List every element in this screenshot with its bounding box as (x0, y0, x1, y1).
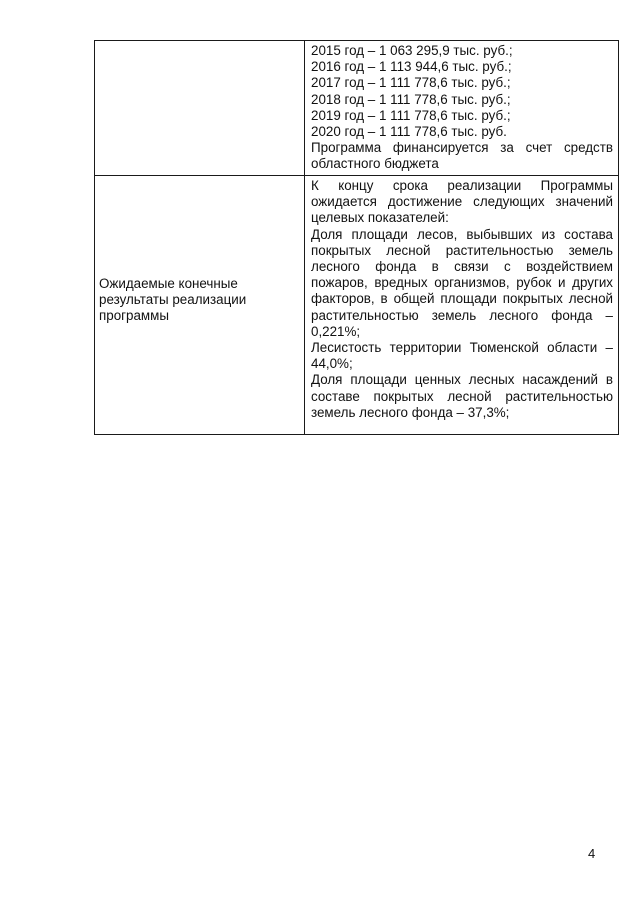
funding-source-note: Программа финансируется за счет средств областного бюджета (311, 140, 613, 172)
page-number: 4 (588, 846, 596, 861)
funding-values-cell (305, 41, 619, 176)
funding-year-2017: 2017 год – 1 111 778,6 тыс. руб.; (311, 75, 511, 91)
funding-year-2018: 2018 год – 1 111 778,6 тыс. руб.; (311, 91, 511, 107)
results-values-cell (305, 176, 619, 435)
results-intro: К концу срока реализации Программы ожидается достижение следующих значений целевых показателей: (311, 178, 613, 226)
funding-row (95, 41, 619, 176)
results-label-cell: Ожидаемые конечные результаты реализации программы (95, 176, 305, 435)
indicator-forest-cover: Лесистость территории Тюменской области – 44,0%; (311, 340, 613, 372)
funding-year-2016: 2016 год – 1 113 944,6 тыс. руб.; (311, 59, 512, 75)
funding-year-2020: 2020 год – 1 111 778,6 тыс. руб. (311, 124, 507, 140)
funding-label-cell (95, 41, 305, 176)
results-row (95, 176, 619, 435)
funding-year-2019: 2019 год – 1 111 778,6 тыс. руб.; (311, 107, 511, 123)
program-passport-table (94, 40, 619, 435)
indicator-valuable-stands-share: Доля площади ценных лесных насаждений в составе покрытых лесной растительностью земель лесного фонда – 37,3%; (311, 372, 613, 420)
indicator-forest-loss-share: Доля площади лесов, выбывших из состава покрытых лесной растительностью земель лесного фонда в связи с воздействием пожаров, вредных организмов, рубок и других факторов, в общей площади покрытых лесной растительностью земель лесного фонда – 0,221%; (311, 226, 613, 339)
funding-year-2015: 2015 год – 1 063 295,9 тыс. руб.; (311, 43, 513, 58)
